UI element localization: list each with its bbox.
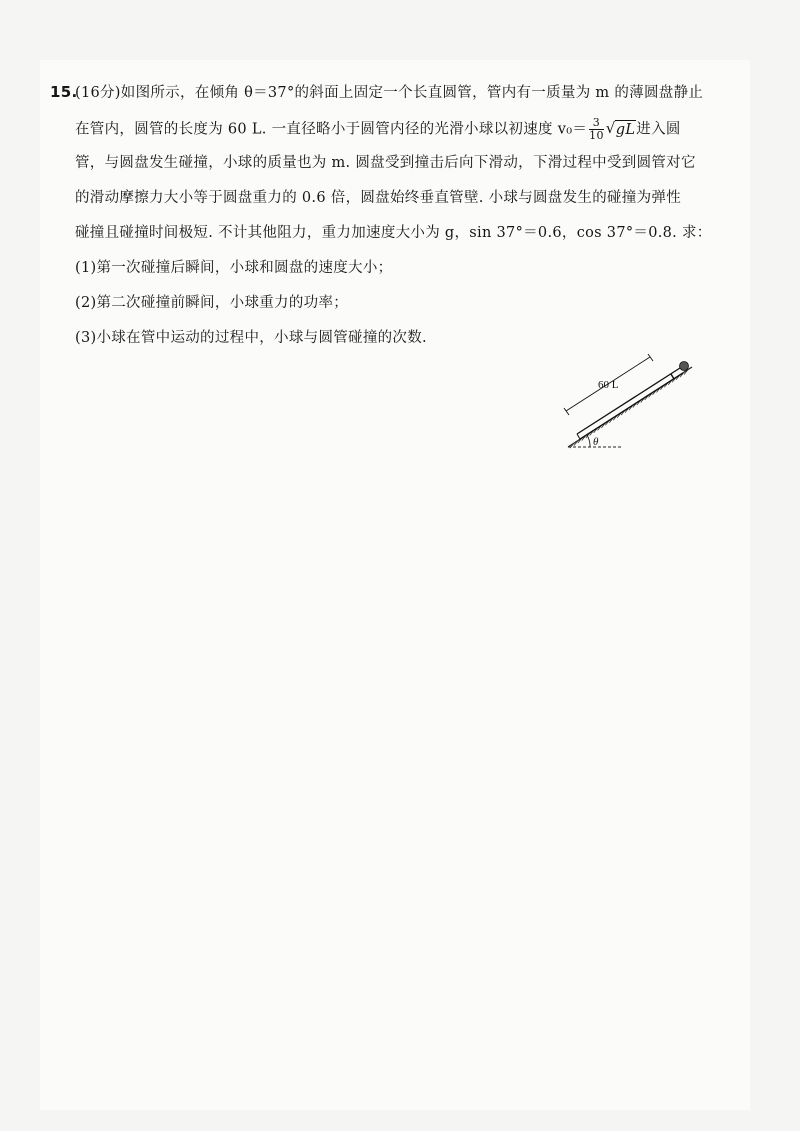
question-2: (2)第二次碰撞前瞬间，小球重力的功率； (75, 295, 349, 311)
problem-line-1 (50, 83, 704, 101)
angle-label: θ (593, 436, 599, 448)
length-label: 60 L (598, 379, 619, 391)
incline-tube-figure (560, 348, 700, 458)
fraction-denominator: 10 (589, 129, 604, 142)
ball (680, 362, 689, 371)
question-1: (1)第一次碰撞后瞬间，小球和圆盘的速度大小； (75, 260, 393, 276)
question-3: (3)小球在管中运动的过程中，小球与圆管碰撞的次数. (75, 330, 427, 346)
problem-line-2 (50, 116, 700, 142)
problem-number: 15. (50, 83, 78, 101)
problem-intro-text: (16分)如图所示，在倾角 θ＝37°的斜面上固定一个长直圆管，管内有一质量为 m 的薄圆盘静止 (75, 85, 704, 101)
angle-arc (587, 435, 590, 447)
problem-line-3: 管，与圆盘发生碰撞，小球的质量也为 m. 圆盘受到撞击后向下滑动，下滑过程中受到圆管对它 (75, 155, 696, 171)
disk (671, 374, 674, 379)
problem-text-enter: 进入圆 (636, 121, 681, 138)
problem-line-4: 的滑动摩擦力大小等于圆盘重力的 0.6 倍，圆盘始终垂直管壁. 小球与圆盘发生的碰撞为弹性 (75, 190, 681, 206)
incline-diagram (560, 348, 700, 458)
problem-text-velocity: 在管内，圆管的长度为 60 L. 一直径略小于圆管内径的光滑小球以初速度 v₀＝ (75, 121, 588, 138)
problem-15 (50, 78, 712, 347)
tube-lower-end (577, 434, 580, 439)
fraction (589, 117, 604, 142)
problem-line-5: 碰撞且碰撞时间极短. 不计其他阻力，重力加速度大小为 g，sin 37°＝0.6，cos 37°＝0.8. 求： (75, 225, 712, 241)
square-root-argument: gL (615, 121, 636, 138)
tube-lower-wall (580, 373, 683, 439)
tube-upper-wall (577, 368, 680, 434)
square-root (606, 120, 637, 139)
fraction-numerator: 3 (589, 117, 604, 130)
